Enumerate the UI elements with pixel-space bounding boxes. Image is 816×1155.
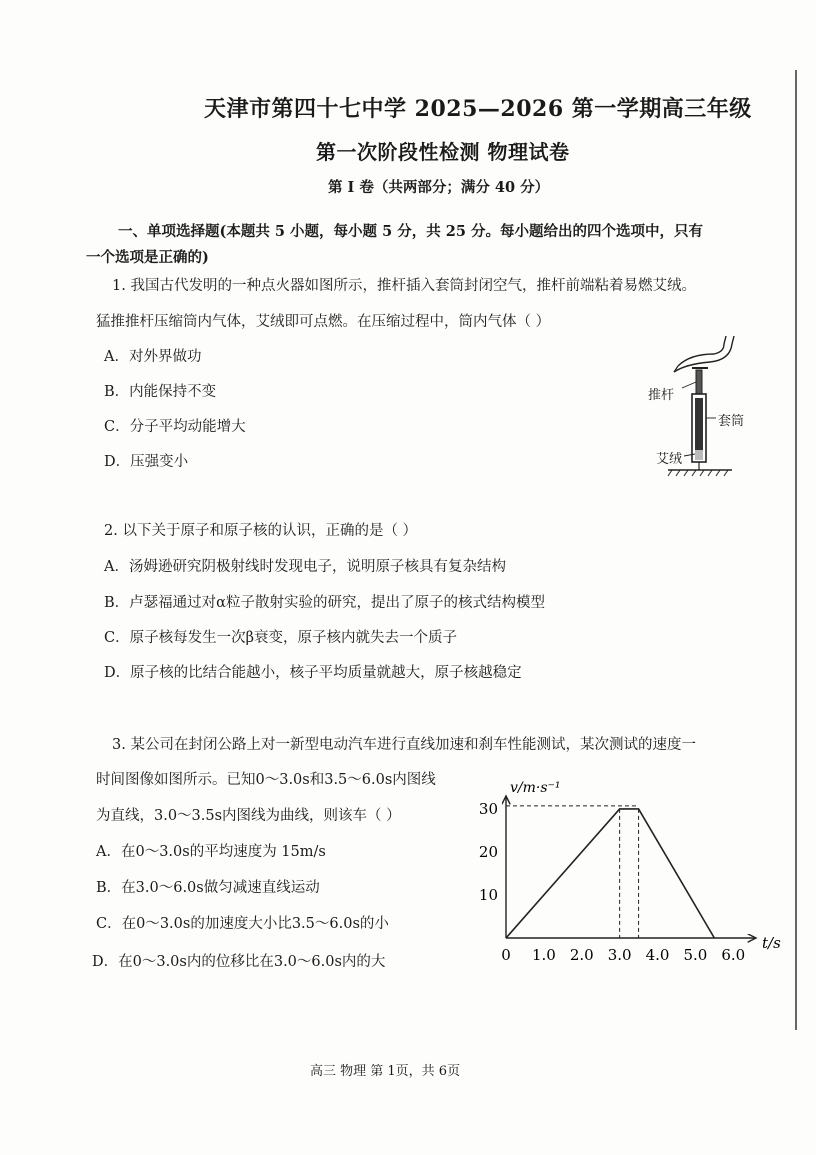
x-axis-label: t/s <box>762 934 781 952</box>
exam-subtitle: 第一次阶段性检测 物理试卷 <box>316 140 570 164</box>
figure-label-rod: 推杆 <box>648 388 675 403</box>
q2-option-a: A．汤姆逊研究阴极射线时发现电子，说明原子核具有复杂结构 <box>104 559 506 575</box>
part-heading: 第 I 卷（共两部分；满分 40 分） <box>328 179 550 196</box>
figure-label-sleeve: 套筒 <box>718 414 745 429</box>
velocity-time-chart <box>470 776 790 976</box>
scan-page-edge <box>795 70 797 1030</box>
page-footer: 高三 物理 第 1页，共 6页 <box>310 1064 461 1079</box>
x-tick-label: 3.0 <box>607 946 632 964</box>
y-tick-label: 30 <box>478 799 498 818</box>
x-tick-label: 5.0 <box>683 946 708 964</box>
q3-stem-line2: 时间图像如图所示。已知0～3.0s和3.5～6.0s内图线 <box>96 772 436 788</box>
q1-stem-line2: 猛推推杆压缩筒内气体，艾绒即可点燃。在压缩过程中，筒内气体（ ） <box>96 314 551 330</box>
x-tick-label: 4.0 <box>645 946 670 964</box>
y-axis-label: v/m·s⁻¹ <box>510 780 561 796</box>
x-tick-label: 0 <box>501 946 511 964</box>
velocity-series-line <box>506 809 714 938</box>
q1-option-b: B．内能保持不变 <box>104 384 217 400</box>
q2-option-b: B．卢瑟福通过对α粒子散射实验的研究，提出了原子的核式结构模型 <box>104 595 545 611</box>
q1-option-d: D．压强变小 <box>104 454 189 470</box>
q3-option-c: C．在0～3.0s的加速度大小比3.5～6.0s的小 <box>96 916 389 932</box>
y-tick-label: 20 <box>478 842 498 861</box>
q2-stem: 2. 以下关于原子和原子核的认识，正确的是（ ） <box>104 523 418 539</box>
q3-option-b: B．在3.0～6.0s做匀减速直线运动 <box>96 880 320 896</box>
section-heading-line2: 一个选项是正确的) <box>86 249 209 266</box>
q3-option-a: A．在0～3.0s的平均速度为 15m/s <box>96 844 326 860</box>
q2-option-c: C．原子核每发生一次β衰变，原子核内就失去一个质子 <box>104 630 457 646</box>
x-tick-label: 1.0 <box>531 946 556 964</box>
q3-stem-line3: 为直线，3.0～3.5s内图线为曲线，则该车（ ） <box>96 808 401 824</box>
y-tick-label: 10 <box>478 885 498 904</box>
q3-stem-line1: 3. 某公司在封闭公路上对一新型电动汽车进行直线加速和刹车性能测试，某次测试的速度一 <box>112 737 696 753</box>
q1-option-a: A．对外界做功 <box>104 349 202 365</box>
page-title: 天津市第四十七中学 2025—2026 第一学期高三年级 <box>204 96 752 122</box>
q1-option-c: C．分子平均动能增大 <box>104 419 246 435</box>
q2-option-d: D．原子核的比结合能越小，核子平均质量就越大，原子核越稳定 <box>104 665 522 681</box>
x-tick-label: 6.0 <box>721 946 746 964</box>
x-tick-label: 2.0 <box>569 946 594 964</box>
section-heading-line1: 一、单项选择题(本题共 5 小题，每小题 5 分，共 25 分。每小题给出的四个选项中，只有 <box>118 223 704 240</box>
figure-label-tinder: 艾绒 <box>656 452 683 467</box>
q1-stem-line1: 1. 我国古代发明的一种点火器如图所示，推杆插入套筒封闭空气，推杆前端粘着易燃艾绒。 <box>112 278 696 294</box>
q3-option-d: D．在0～3.0s内的位移比在3.0～6.0s内的大 <box>92 954 386 970</box>
